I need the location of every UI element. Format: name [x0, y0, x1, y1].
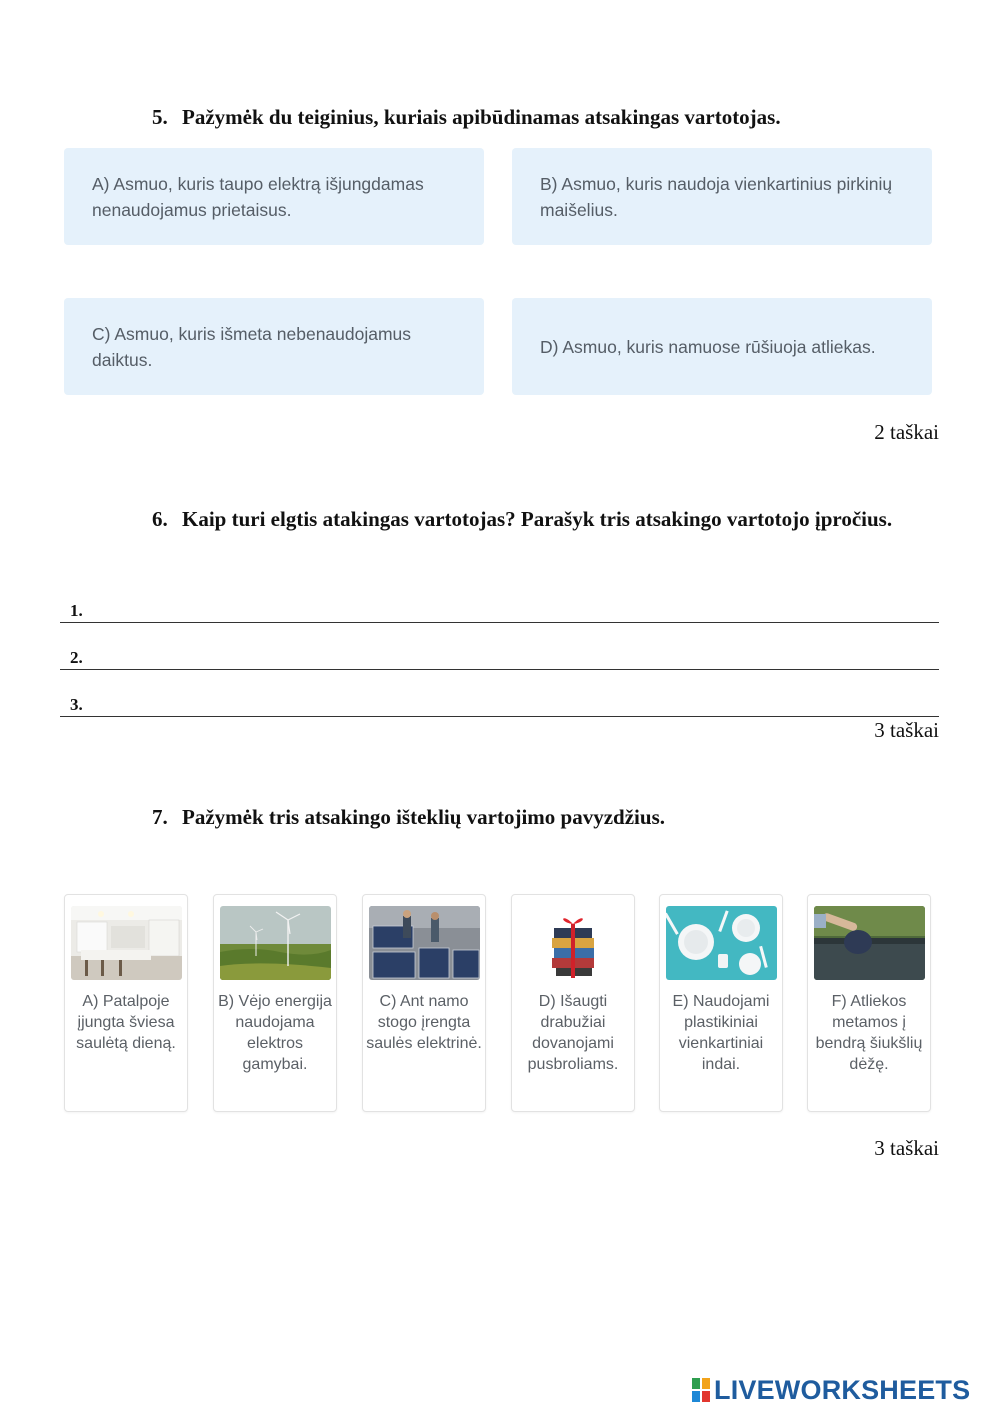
q7-card-e[interactable] [659, 894, 783, 1112]
answer-line-3-label: 3. [70, 695, 83, 714]
q7-card-f-text: F) Atliekos metamos į bendrą šiukšlių dėžę. [815, 993, 923, 1073]
answer-line-1-label: 1. [70, 601, 83, 620]
trash-bin-image [814, 906, 925, 980]
q7-title [152, 803, 939, 832]
q7-card-f[interactable] [807, 894, 931, 1112]
clothes-gift-image [518, 906, 629, 980]
answer-line-3[interactable] [60, 688, 939, 717]
answer-line-2-label: 2. [70, 648, 83, 667]
q5-option-a[interactable] [64, 148, 484, 245]
answer-line-1[interactable] [60, 594, 939, 623]
q6-number: 6. [152, 507, 168, 531]
q5-option-d-text: D) Asmuo, kuris namuose rūšiuoja atliekas. [540, 336, 876, 357]
q5-option-b-text: B) Asmuo, kuris naudoja vienkartinius pirkinių maišelius. [540, 173, 893, 220]
q7-card-d-text: D) Išaugti drabužiai dovanojami pusbroliams. [527, 993, 619, 1073]
q7-card-a-text: A) Patalpoje įjungta šviesa saulėtą dieną. [76, 993, 176, 1052]
plastic-dishes-image [666, 906, 777, 980]
solar-panel-image [369, 906, 480, 980]
q6-title [152, 505, 939, 534]
q5-option-c-text: C) Asmuo, kuris išmeta nebenaudojamus daiktus. [92, 323, 412, 370]
q7-number: 7. [152, 805, 168, 829]
answer-line-2[interactable] [60, 641, 939, 670]
q5-title [152, 103, 939, 132]
wind-turbine-image [220, 906, 331, 980]
q7-card-b[interactable] [213, 894, 337, 1112]
q7-card-b-text: B) Vėjo energija naudojama elektros gamybai. [218, 993, 332, 1073]
kitchen-image [71, 906, 182, 980]
liveworksheets-logo[interactable] [692, 1375, 970, 1405]
q5-title-text: Pažymėk du teiginius, kuriais apibūdinamas atsakingas vartotojas. [182, 105, 781, 129]
q5-points: 2 taškai [874, 420, 939, 444]
q6-points: 3 taškai [874, 718, 939, 742]
q7-card-c-text: C) Ant namo stogo įrengta saulės elektrinė. [366, 993, 482, 1052]
q5-option-c[interactable] [64, 298, 484, 395]
q7-points: 3 taškai [874, 1136, 939, 1160]
liveworksheets-logo-icon [692, 1378, 710, 1402]
q5-option-d[interactable] [512, 298, 932, 395]
q5-option-a-text: A) Asmuo, kuris taupo elektrą išjungdamas nenaudojamus prietaisus. [92, 173, 424, 220]
q5-option-b[interactable] [512, 148, 932, 245]
q7-card-c[interactable] [362, 894, 486, 1112]
q7-card-d[interactable] [511, 894, 635, 1112]
q6-title-text: Kaip turi elgtis atakingas vartotojas? Parašyk tris atsakingo vartotojo įpročius. [182, 507, 893, 531]
q7-card-e-text: E) Naudojami plastikiniai vienkartiniai indai. [672, 993, 770, 1073]
q7-title-text: Pažymėk tris atsakingo išteklių vartojimo pavyzdžius. [182, 805, 665, 829]
q5-number: 5. [152, 105, 168, 129]
q7-card-a[interactable] [64, 894, 188, 1112]
liveworksheets-logo-text: LIVEWORKSHEETS [714, 1374, 971, 1405]
